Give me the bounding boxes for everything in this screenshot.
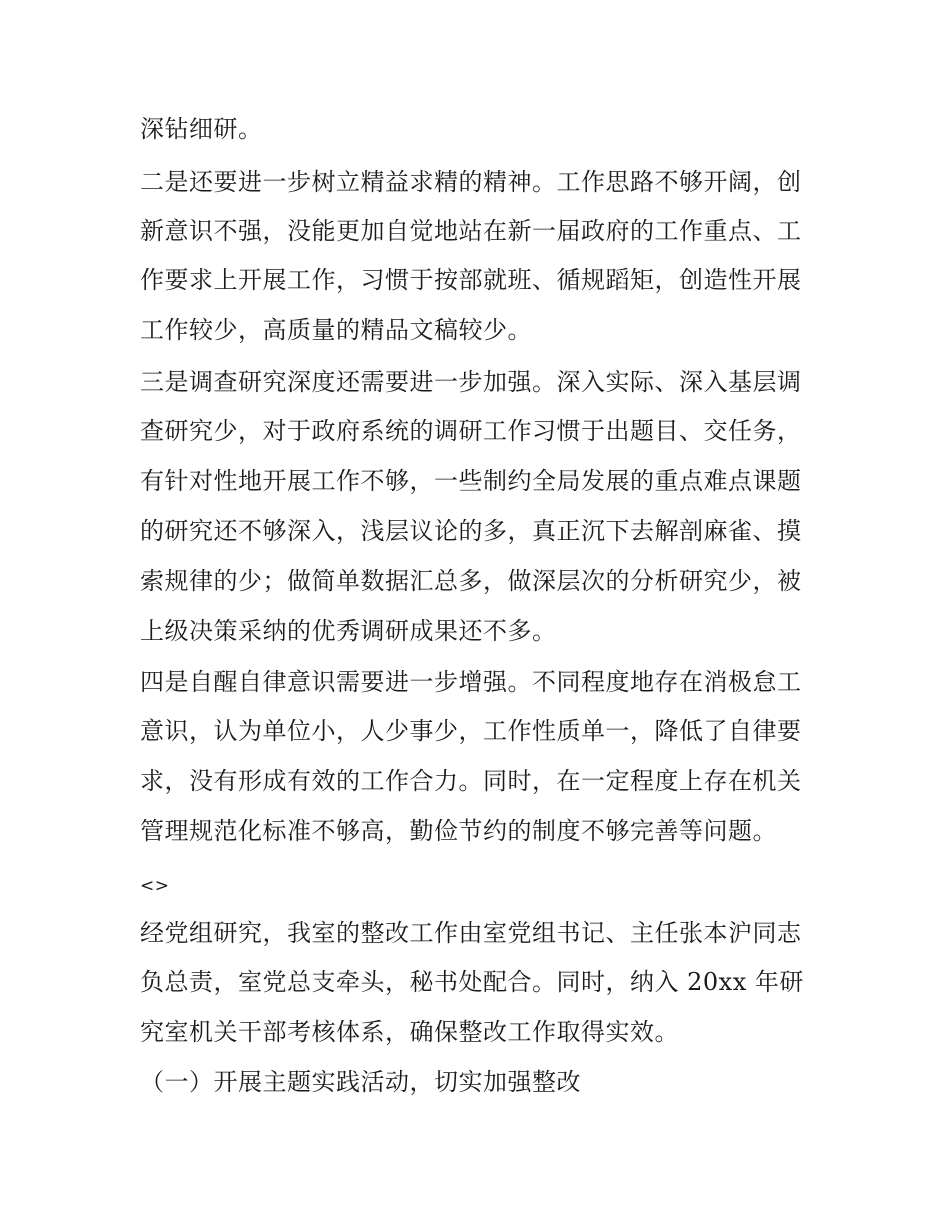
text-line: 负总责，室党总支牵头，秘书处配合。同时，纳入 20xx 年研 xyxy=(140,968,804,996)
text-line: 有针对性地开展工作不够，一些制约全局发展的重点难点课题 xyxy=(140,467,802,495)
section-heading: （一）开展主题实践活动，切实加强整改 xyxy=(140,1068,581,1096)
text-line: 的研究还不够深入，浅层议论的多，真正沉下去解剖麻雀、摸 xyxy=(140,517,802,545)
text-line: 深钻细研。 xyxy=(140,115,263,143)
text-line: 查研究少，对于政府系统的调研工作习惯于出题目、交任务， xyxy=(140,417,802,445)
text-line: 经党组研究，我室的整改工作由室党组书记、主任张本沪同志 xyxy=(140,919,802,947)
text-line: 四是自醒自律意识需要进一步增强。不同程度地存在消极怠工 xyxy=(140,668,802,696)
text-line: 索规律的少；做简单数据汇总多，做深层次的分析研究少，被 xyxy=(140,567,802,595)
text-line: 管理规范化标准不够高，勤俭节约的制度不够完善等问题。 xyxy=(140,817,777,845)
text-line: 求，没有形成有效的工作合力。同时，在一定程度上存在机关 xyxy=(140,767,802,795)
placeholder-marker: <> xyxy=(140,876,170,896)
text-line: 工作较少，高质量的精品文稿较少。 xyxy=(140,316,532,344)
text-line: 二是还要进一步树立精益求精的精神。工作思路不够开阔，创 xyxy=(140,168,802,196)
text-line: 上级决策采纳的优秀调研成果还不多。 xyxy=(140,617,557,645)
text-line: 意识，认为单位小，人少事少，工作性质单一，降低了自律要 xyxy=(140,717,802,745)
text-line: 新意识不强，没能更加自觉地站在新一届政府的工作重点、工 xyxy=(140,217,802,245)
text-line: 究室机关干部考核体系，确保整改工作取得实效。 xyxy=(140,1018,679,1046)
text-line: 三是调查研究深度还需要进一步加强。深入实际、深入基层调 xyxy=(140,368,802,396)
text-line: 作要求上开展工作，习惯于按部就班、循规蹈矩，创造性开展 xyxy=(140,266,802,294)
